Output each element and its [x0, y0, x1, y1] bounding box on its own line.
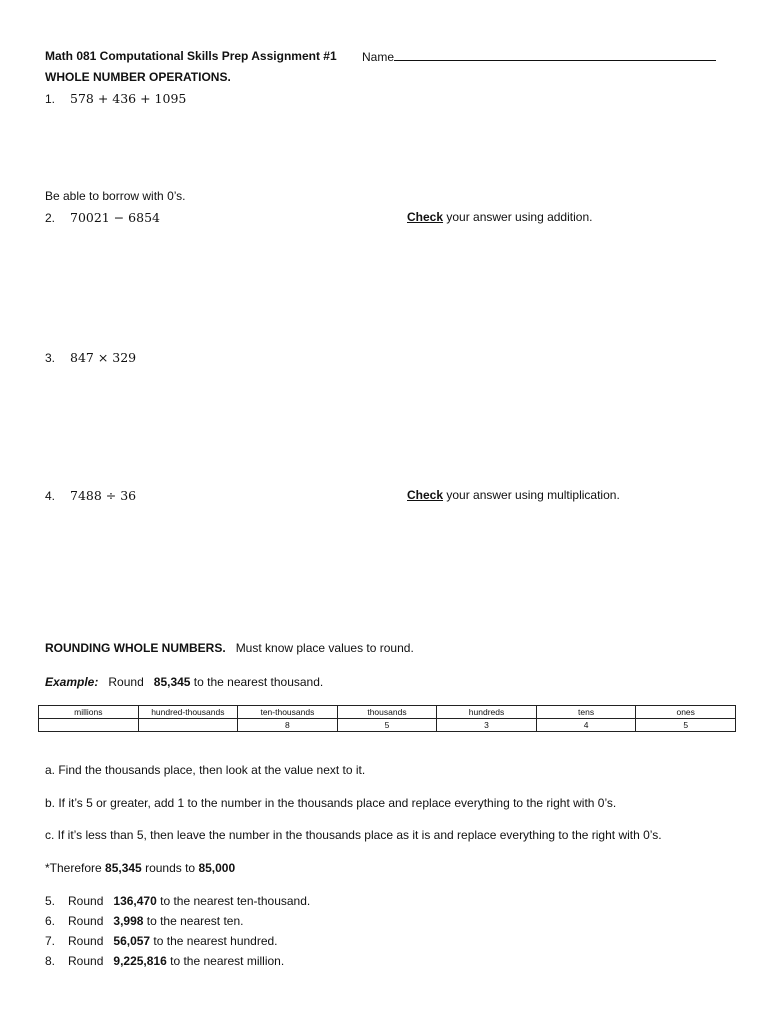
name-field[interactable] — [362, 49, 716, 64]
problem-expression: 578 + 436 + 1095 — [70, 91, 187, 106]
example-round-word: Round — [108, 675, 144, 689]
example-rest: to the nearest thousand. — [190, 675, 324, 689]
problem-3 — [45, 349, 136, 367]
check-note-addition — [407, 210, 592, 224]
problem-expression: 847 × 329 — [70, 350, 137, 365]
rounding-step-b: b. If it’s 5 or greater, add 1 to the number in the thousands place and replace everything to the right with 0’s. — [45, 796, 617, 810]
example-label: Example: — [45, 675, 99, 689]
conclusion-rounded: 85,000 — [198, 861, 236, 875]
problem-expression: 7488 ÷ 36 — [70, 488, 137, 503]
exercise-number: 6. — [45, 914, 56, 928]
digit-hundreds: 3 — [437, 719, 537, 732]
digit-ten-thousands: 8 — [238, 719, 338, 732]
exercise-value: 3,998 — [113, 914, 144, 928]
exercise-5 — [45, 894, 310, 908]
borrow-note: Be able to borrow with 0’s. — [45, 189, 186, 203]
rounding-step-c: c. If it’s less than 5, then leave the number in the thousands place as it is and replace everything to the right with 0’s. — [45, 828, 662, 842]
exercise-instruction: to the nearest million. — [166, 954, 285, 968]
digit-millions — [39, 719, 139, 732]
exercise-value: 136,470 — [113, 894, 157, 908]
assignment-title: Math 081 Computational Skills Prep Assignment #1 — [45, 49, 337, 63]
rounding-heading: ROUNDING WHOLE NUMBERS. — [45, 641, 226, 655]
section-heading-operations: WHOLE NUMBER OPERATIONS. — [45, 70, 231, 84]
place-header-thousands: thousands — [337, 706, 437, 719]
name-blank-line[interactable] — [394, 49, 716, 61]
exercise-number: 7. — [45, 934, 56, 948]
exercise-6 — [45, 914, 244, 928]
check-text: your answer using addition. — [443, 210, 593, 224]
check-word: Check — [407, 488, 444, 502]
example-number: 85,345 — [153, 675, 191, 689]
problem-number: 4. — [45, 489, 56, 503]
digit-tens: 4 — [536, 719, 636, 732]
rounding-step-a: a. Find the thousands place, then look at the value next to it. — [45, 763, 366, 777]
problem-number: 2. — [45, 211, 56, 225]
problem-4 — [45, 487, 136, 505]
exercise-number: 8. — [45, 954, 56, 968]
rounding-heading-note: Must know place values to round. — [235, 641, 414, 655]
problem-2 — [45, 209, 160, 227]
check-text: your answer using multiplication. — [443, 488, 620, 502]
conclusion-original: 85,345 — [105, 861, 142, 875]
conclusion-middle: rounds to — [141, 861, 199, 875]
problem-expression: 70021 − 6854 — [70, 210, 160, 225]
digit-hundred-thousands — [138, 719, 238, 732]
place-header-tens: tens — [536, 706, 636, 719]
rounding-conclusion — [45, 861, 235, 875]
exercise-round-word: Round — [68, 914, 104, 928]
digit-thousands: 5 — [337, 719, 437, 732]
section-heading-rounding — [45, 641, 414, 655]
exercise-round-word: Round — [68, 954, 104, 968]
place-header-millions: millions — [39, 706, 139, 719]
problem-number: 1. — [45, 92, 56, 106]
exercise-8 — [45, 954, 284, 968]
exercise-number: 5. — [45, 894, 56, 908]
problem-1 — [45, 90, 186, 108]
place-header-hundreds: hundreds — [437, 706, 537, 719]
exercise-instruction: to the nearest hundred. — [150, 934, 278, 948]
exercise-7 — [45, 934, 278, 948]
exercise-instruction: to the nearest ten-thousand. — [156, 894, 311, 908]
problem-number: 3. — [45, 351, 56, 365]
digit-ones: 5 — [636, 719, 736, 732]
rounding-example — [45, 675, 323, 689]
name-label: Name — [362, 50, 395, 64]
place-value-table — [38, 705, 736, 732]
exercise-value: 9,225,816 — [113, 954, 167, 968]
exercise-round-word: Round — [68, 894, 104, 908]
place-value-header-row — [39, 706, 736, 719]
place-header-hundred-thousands: hundred-thousands — [138, 706, 238, 719]
exercise-instruction: to the nearest ten. — [143, 914, 244, 928]
place-header-ten-thousands: ten-thousands — [238, 706, 338, 719]
place-header-ones: ones — [636, 706, 736, 719]
exercise-value: 56,057 — [113, 934, 151, 948]
check-note-multiplication — [407, 488, 620, 502]
exercise-round-word: Round — [68, 934, 104, 948]
place-value-digit-row — [39, 719, 736, 732]
check-word: Check — [407, 210, 444, 224]
conclusion-prefix: *Therefore — [45, 861, 106, 875]
